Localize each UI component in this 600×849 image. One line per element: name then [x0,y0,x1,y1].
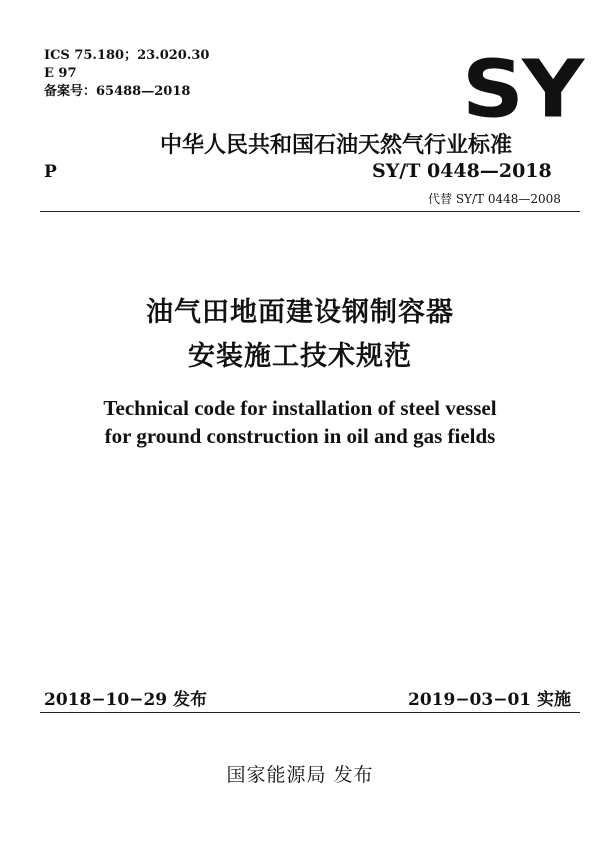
replaces-note: 代替 SY/T 0448—2008 [428,192,561,206]
ics-code: ICS 75.180；23.020.30 [44,48,210,63]
record-number: 备案号：65488—2018 [44,84,191,99]
issue-date: 2018−10−29 发布 [44,690,208,710]
category-letter: P [44,162,57,182]
publisher: 国家能源局 发布 [226,764,374,786]
title-en-line2: for ground construction in oil and gas fields [104,424,496,448]
title-cn-line2: 安装施工技术规范 [188,341,412,372]
top-divider [40,211,580,212]
sy-logo: SY [462,44,583,136]
org-name: 中华人民共和国石油天然气行业标准 [160,133,513,158]
bottom-divider [40,712,580,713]
ccs-code: E 97 [44,66,77,81]
implement-date: 2019−03−01 实施 [408,690,572,710]
standard-number: SY/T 0448—2018 [372,160,552,182]
title-cn-line1: 油气田地面建设钢制容器 [146,297,454,328]
title-en-line1: Technical code for installation of steel vessel [103,396,497,420]
